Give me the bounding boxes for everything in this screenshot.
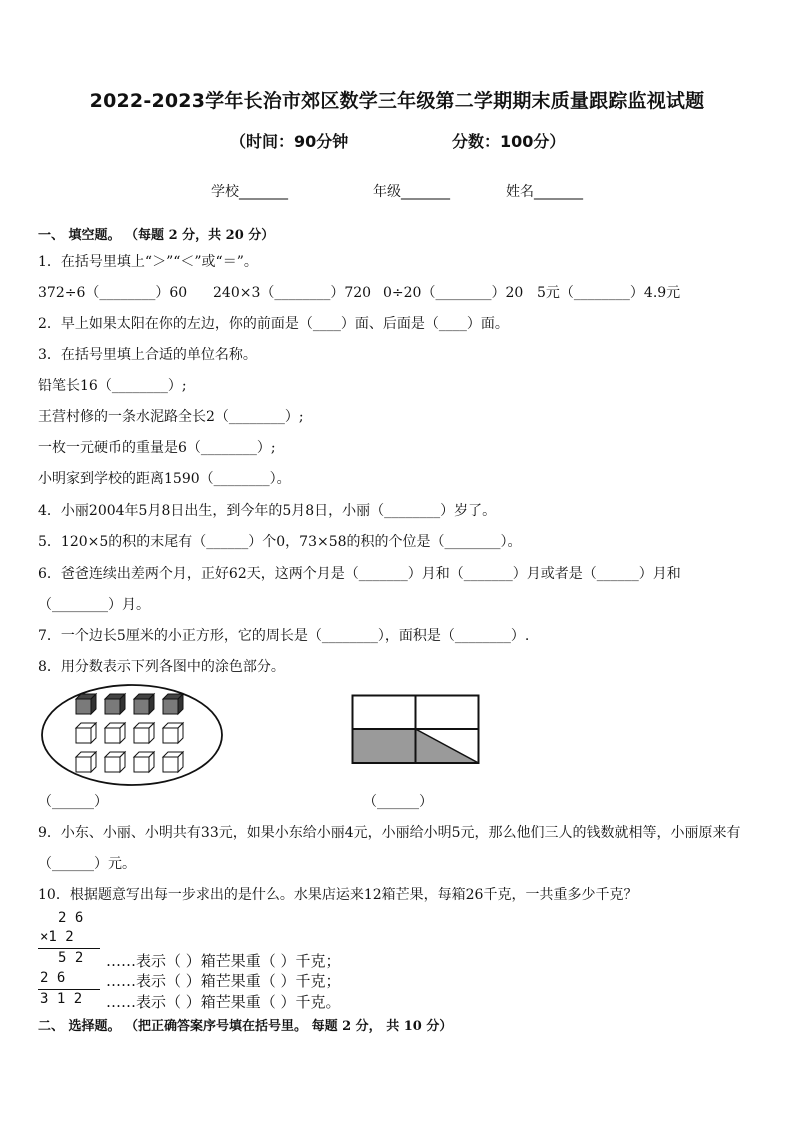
question-6-line-2: （________）月。 [38, 597, 150, 613]
question-9-line-2: （______）元。 [38, 856, 136, 872]
question-5: 5．120×5的积的末尾有（______）个0，73×58的积的个位是（________）。 [38, 534, 522, 550]
question-4: 4．小丽2004年5月8日出生，到今年的5月8日，小丽（________）岁了。 [38, 503, 497, 519]
calc-multiplier: ×1 2 [40, 929, 74, 945]
cube [105, 752, 125, 772]
section-heading-fill-blank: 一、 填空题。 （每题 2 分，共 20 分） [38, 228, 275, 243]
exam-time: （时间：90分钟 [230, 132, 349, 151]
calc-explain-3: ……表示（ ）箱芒果重（ ）千克。 [106, 993, 341, 1011]
calc-explain-2: ……表示（ ）箱芒果重（ ）千克； [106, 972, 341, 990]
cube [163, 752, 183, 772]
calc-multiplicand: 2 6 [58, 910, 84, 926]
question-3-stem: 3．在括号里填上合适的单位名称。 [38, 347, 257, 363]
question-9-line-1: 9．小东、小丽、小明共有33元，如果小东给小丽4元，小丽给小明5元，那么他们三人的钱数就相等，小丽原来有 [38, 825, 741, 841]
shaded-cube [76, 694, 96, 714]
cube [163, 723, 183, 743]
shaded-rectangle-part [353, 729, 416, 763]
cube [76, 752, 96, 772]
q3-line-3: 一枚一元硬币的重量是6（________）; [38, 440, 276, 456]
question-1-stem: 1．在括号里填上“＞”“＜”或“＝”。 [38, 254, 258, 270]
calc-explain-1: ……表示（ ）箱芒果重（ ）千克； [106, 952, 341, 970]
calc-product: 3 1 2 [40, 991, 83, 1007]
cube-ellipse-figure [38, 682, 228, 788]
calc-partial-1: 5 2 [58, 950, 84, 966]
q8-answer-1: （______） [38, 794, 108, 810]
q3-line-2: 王营村修的一条水泥路全长2（________）; [38, 409, 304, 425]
cube [134, 752, 154, 772]
exam-score: 分数：100分） [452, 132, 566, 151]
shaded-cube [134, 694, 154, 714]
q1-item-2: 240×3（________）720 [213, 285, 372, 301]
question-8-stem: 8．用分数表示下列各图中的涂色部分。 [38, 659, 285, 675]
rectangle-grid-figure [350, 693, 482, 765]
page-title: 2022-2023学年长治市郊区数学三年级第二学期期末质量跟踪监视试题 [89, 90, 705, 112]
name-field: 姓名_______ [506, 184, 583, 200]
calc-line-1 [38, 948, 100, 949]
grade-field: 年级_______ [373, 184, 450, 200]
question-6-line-1: 6．爸爸连续出差两个月，正好62天，这两个月是（_______）月和（_______）月或者是（______）月和 [38, 566, 681, 582]
q1-item-4: 5元（________）4.9元 [537, 285, 681, 301]
question-10-stem: 10．根据题意写出每一步求出的是什么。水果店运来12箱芒果，每箱26千克，一共重多少千克？ [38, 887, 638, 903]
q1-item-1: 372÷6（________）60 [38, 285, 188, 301]
calc-line-2 [38, 989, 100, 990]
cube [76, 723, 96, 743]
school-field: 学校_______ [211, 184, 288, 200]
shaded-cube [163, 694, 183, 714]
shaded-cube [105, 694, 125, 714]
q8-answer-2: （______） [363, 794, 433, 810]
section-heading-choice: 二、 选择题。 （把正确答案序号填在括号里。 每题 2 分， 共 10 分） [38, 1019, 453, 1034]
q3-line-1: 铅笔长16（________）; [38, 378, 187, 394]
question-7: 7．一个边长5厘米的小正方形，它的周长是（________），面积是（________）. [38, 628, 530, 644]
q3-line-4: 小明家到学校的距离1590（________）。 [38, 471, 291, 487]
cube [134, 723, 154, 743]
cube [105, 723, 125, 743]
q1-item-3: 0÷20（________）20 [383, 285, 524, 301]
calc-partial-2: 2 6 [40, 970, 66, 986]
question-2: 2．早上如果太阳在你的左边，你的前面是（____）面、后面是（____）面。 [38, 316, 509, 332]
